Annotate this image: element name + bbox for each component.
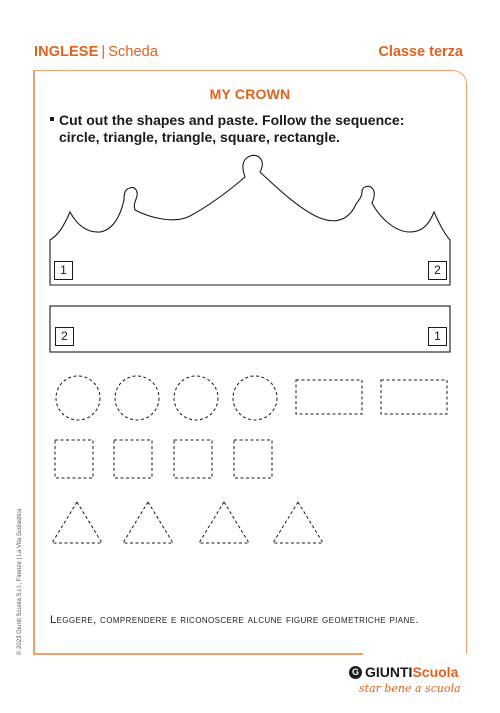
crown-band bbox=[50, 306, 450, 352]
g-logo-icon: G bbox=[349, 666, 362, 679]
band-number-left: 2 bbox=[55, 327, 74, 346]
sheet-kind: Scheda bbox=[108, 44, 159, 60]
dashed-rectangle bbox=[381, 380, 447, 414]
circles-row bbox=[56, 376, 447, 420]
copyright-notice: © 2023 Giunti Scuola S.r.l., Firenze | La Vita Scolastica bbox=[17, 508, 23, 655]
dashed-rectangle bbox=[296, 380, 362, 414]
crown-outline bbox=[50, 155, 450, 285]
header-separator: | bbox=[101, 44, 106, 60]
subject-name: INGLESE bbox=[34, 44, 99, 60]
grade-label: Classe terza bbox=[378, 44, 463, 60]
dashed-square bbox=[114, 440, 152, 478]
page-title: MY CROWN bbox=[209, 86, 291, 102]
triangles-row bbox=[52, 502, 323, 543]
crown-number-left: 1 bbox=[54, 261, 73, 280]
logo-brand-a: GIUNTI bbox=[365, 664, 413, 680]
dashed-triangle bbox=[52, 502, 102, 543]
instruction-line-2: circle, triangle, triangle, square, rectangle. bbox=[59, 129, 340, 145]
dashed-triangle bbox=[199, 502, 249, 543]
dashed-circle bbox=[174, 376, 218, 420]
dashed-circle bbox=[56, 376, 100, 420]
dashed-circle bbox=[115, 376, 159, 420]
instruction-line-1: Cut out the shapes and paste. Follow the sequence: bbox=[59, 112, 405, 128]
dashed-triangle bbox=[123, 502, 173, 543]
dashed-circle bbox=[233, 376, 277, 420]
squares-row bbox=[55, 440, 272, 478]
crown-number-right: 2 bbox=[428, 261, 447, 280]
dashed-square bbox=[234, 440, 272, 478]
logo-brand bbox=[349, 664, 461, 680]
logo-tagline: star bene a scuola bbox=[359, 682, 461, 695]
dashed-square bbox=[174, 440, 212, 478]
logo-brand-b: Scuola bbox=[412, 664, 459, 680]
band-number-right: 1 bbox=[428, 327, 447, 346]
dashed-triangle bbox=[273, 502, 323, 543]
dashed-square bbox=[55, 440, 93, 478]
learning-objective: Leggere, comprendere e riconoscere alcune figure geometriche piane. bbox=[50, 614, 419, 626]
publisher-logo bbox=[349, 664, 461, 695]
